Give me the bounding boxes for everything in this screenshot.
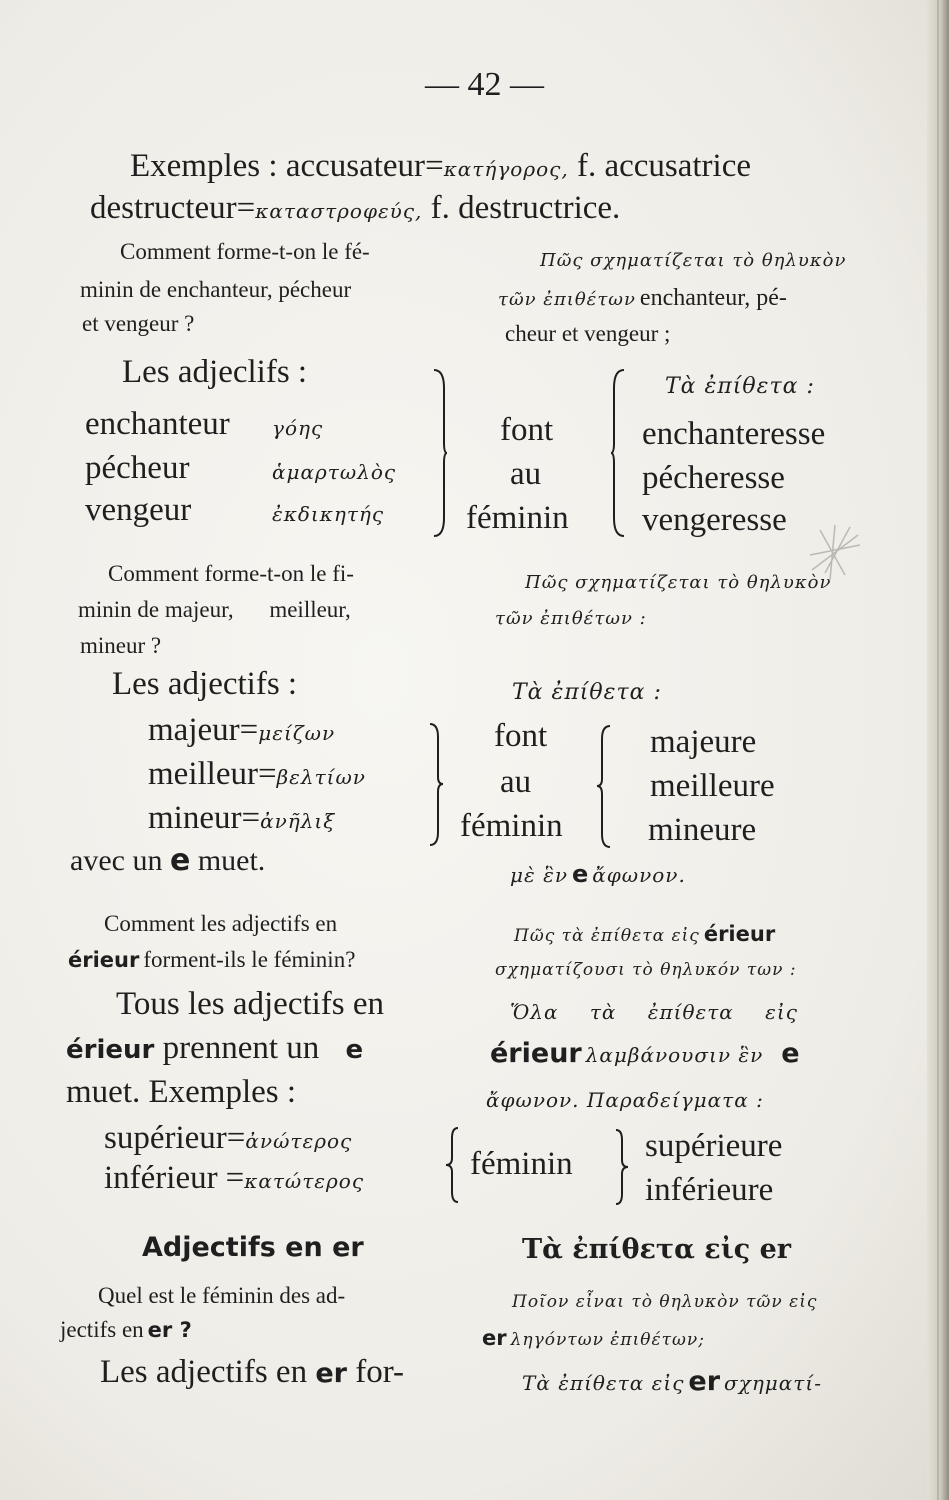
table3-feminine: inférieure [645, 1172, 774, 1208]
rule-fr-fragment: for- [355, 1354, 405, 1390]
table1-gr-word: ἁμαρτωλὸς [272, 460, 397, 484]
table1-gr-word: γόης [272, 416, 324, 440]
brace-right [432, 368, 448, 538]
table3-gr-word: κατώτερος [244, 1169, 365, 1193]
table2-fr-word: meilleur [148, 756, 258, 792]
rule-gr-line: Ὅλα τὰ ἐπίθετα εἰς [510, 1000, 798, 1024]
example-fr-word: accusateur [285, 148, 426, 184]
table3-fr-word: inférieur [104, 1160, 218, 1196]
equals-sign: = [236, 190, 256, 226]
question-gr-fragment: ληγόντων ἐπιθέτων; [510, 1330, 705, 1350]
brace-right [614, 1128, 630, 1206]
rule-gr-bold: er [688, 1366, 721, 1397]
equals-sign: = [226, 1120, 246, 1156]
brace-right [428, 722, 444, 847]
table1-mid-word: au [510, 456, 542, 492]
example-gr-word: καταστροφεύς, [255, 199, 423, 223]
rule-fr-line: muet. Exemples : [66, 1074, 297, 1110]
examples-line-2 [90, 192, 620, 225]
question-fr-fragment: meilleur, [269, 597, 351, 622]
table1-fr-word: pécheur [85, 450, 190, 486]
example-fr-word: destructeur [90, 190, 237, 226]
rule-gr-bold: érieur [490, 1038, 582, 1069]
footer-gr-letter: e [571, 860, 589, 888]
table1-gr-word: ἐκδικητής [272, 502, 385, 526]
section-title-fr: Adjectifs en er [142, 1232, 364, 1263]
question-fr-fragment: enchanteur, pé- [639, 285, 787, 311]
footer-gr-text: ἄφωνον. [592, 863, 686, 887]
section-title-gr-text: Τὰ ἐπίθετα εἰς er [522, 1234, 791, 1265]
question-fr-line: mineur ? [80, 633, 162, 658]
equals-sign: = [239, 712, 259, 748]
table2-feminine: mineure [648, 812, 757, 848]
question-fr-line: Quel est le féminin des ad- [98, 1283, 346, 1308]
table2-heading-gr: Τὰ ἐπίθετα : [512, 680, 662, 705]
question-fr-line: Comment forme-t-on le fé- [120, 239, 370, 264]
question-gr-fragment: τῶν ἐπιθέτων [498, 289, 636, 310]
question-fr-line: et vengeur ? [82, 311, 195, 336]
question-gr-fragment: Πῶς τὰ ἐπίθετα εἰς [514, 926, 700, 946]
table3-row [104, 1122, 352, 1155]
question-gr-line: Πῶς σχηματίζεται τὸ θηλυκὸν [525, 572, 832, 593]
equals-sign: = [425, 148, 444, 184]
question-fr-fragment: jectifs en [60, 1317, 144, 1342]
table3-row [104, 1162, 364, 1195]
examples-line-1 [130, 150, 751, 183]
table1-fr-word: enchanteur [85, 406, 230, 442]
rule-gr-fragment: λαμβάνουσιν ἓν [585, 1043, 764, 1067]
equals-sign: = [225, 1160, 245, 1196]
rule-gr-fragment: Τὰ ἐπίθετα εἰς [522, 1371, 685, 1395]
table2-gr-word: ἀνῆλιξ [260, 809, 336, 833]
table3-feminine: supérieure [645, 1128, 783, 1164]
brace-left [610, 368, 626, 538]
rule-gr-fragment: σχηματί- [724, 1371, 822, 1395]
footer-fr-text: muet. [197, 844, 266, 877]
table3-fr-word: supérieur [104, 1120, 227, 1156]
table1-heading-gr: Τὰ ἐπίθετα : [665, 374, 815, 399]
examples-label: Exemples : [130, 148, 278, 184]
rule-fr-line: Tous les adjectifs en [116, 986, 385, 1022]
table2-feminine: majeure [650, 724, 757, 760]
rule-gr-line [490, 1040, 800, 1067]
footer-fr-text: avec un [70, 844, 163, 877]
example-feminine: f. destructrice. [430, 190, 621, 226]
footer-fr-letter: e [169, 843, 191, 878]
table2-row [148, 758, 366, 791]
brace-left [596, 724, 612, 849]
section-title-gr [522, 1236, 791, 1263]
question-fr-bold: er ? [147, 1318, 192, 1342]
table2-fr-word: majeur [148, 712, 240, 748]
question-gr-line: cheur et vengeur ; [505, 321, 671, 346]
table2-footer-fr [70, 843, 266, 878]
rule-fr-bold: érieur [66, 1035, 155, 1065]
table2-mid-word: féminin [460, 808, 563, 844]
question-gr-line: Ποῖον εἶναι τὸ θηλυκὸν τῶν εἰς [512, 1292, 818, 1312]
page-number: — 42 — [425, 66, 544, 103]
rule-fr-letter: e [345, 1035, 364, 1065]
table2-mid-word: font [494, 718, 548, 754]
table2-gr-word: βελτίων [276, 765, 366, 789]
rule-fr-line [100, 1356, 404, 1389]
question-fr-line: Comment forme-t-on le fi- [108, 561, 354, 586]
rule-fr-fragment: Les adjectifs en [100, 1354, 308, 1390]
table2-mid-word: au [500, 764, 532, 800]
question-fr-fragment: forment-ils le féminin? [143, 947, 356, 972]
example-feminine: f. accusatrice [576, 148, 752, 184]
question-fr-line: Comment les adjectifs en [104, 911, 338, 936]
table1-feminine: enchanteresse [642, 416, 826, 452]
question-fr-line: minin de enchanteur, pécheur [80, 277, 352, 302]
question-fr-line [78, 598, 351, 621]
question-gr-line [498, 286, 787, 310]
question-fr-line [60, 1318, 192, 1341]
question-gr-line [482, 1328, 705, 1349]
table2-heading-fr: Les adjectifs : [112, 666, 298, 702]
rule-gr-line [522, 1368, 822, 1395]
table1-mid-word: font [500, 412, 554, 448]
equals-sign: = [241, 800, 261, 836]
table1-fr-word: vengeur [85, 492, 192, 528]
question-gr-bold: er [482, 1326, 507, 1350]
rule-fr-line [66, 1032, 363, 1065]
equals-sign: = [257, 756, 277, 792]
question-gr-line: σχηματίζουσι τὸ θηλυκόν των : [495, 960, 797, 980]
table3-mid-word: féminin [470, 1146, 573, 1182]
table2-row [148, 802, 335, 835]
table2-fr-word: mineur [148, 800, 242, 836]
rule-fr-bold: er [315, 1358, 347, 1389]
rule-gr-line: ἄφωνον. Παραδείγματα : [486, 1088, 764, 1112]
question-fr-bold: érieur [68, 948, 140, 972]
table2-row [148, 714, 335, 747]
table1-heading-fr: Les adjeclifs : [122, 354, 308, 390]
table1-mid-word: féminin [466, 500, 569, 536]
question-fr-line [68, 948, 355, 971]
table2-feminine: meilleure [650, 768, 775, 804]
question-gr-line: Πῶς σχηματίζεται τὸ θηλυκὸν [540, 250, 847, 271]
page-gutter-line [937, 0, 939, 1500]
table2-footer-gr [510, 862, 686, 886]
rule-fr-fragment: prennent un [162, 1030, 320, 1066]
rule-gr-letter: e [781, 1038, 800, 1069]
question-gr-line: τῶν ἐπιθέτων : [495, 608, 647, 629]
question-gr-bold: érieur [703, 922, 776, 946]
table3-gr-word: ἀνώτερος [245, 1129, 353, 1153]
table1-feminine: pécheresse [642, 460, 785, 496]
question-fr-fragment: minin de majeur, [78, 597, 234, 622]
example-gr-word: κατήγορος, [443, 157, 569, 181]
question-gr-line [514, 924, 775, 945]
footer-gr-text: μὲ ἓν [510, 863, 568, 887]
brace-left [444, 1126, 460, 1204]
table1-feminine: vengeresse [642, 502, 787, 538]
table2-gr-word: μείζων [258, 721, 336, 745]
